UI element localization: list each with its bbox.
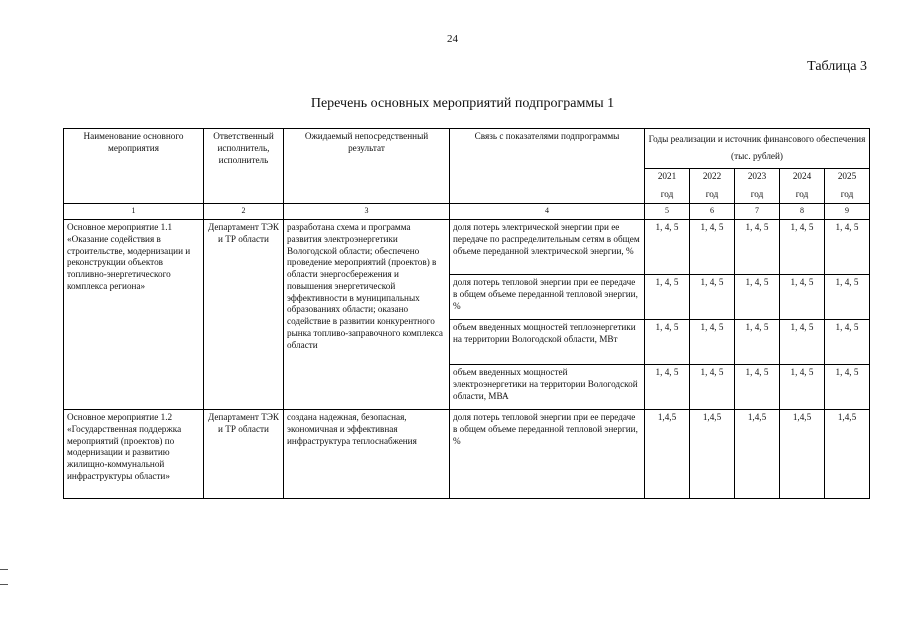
header-row [64, 129, 870, 169]
column-number: 6 [690, 204, 735, 220]
indicator-value: 1, 4, 5 [825, 220, 870, 275]
header-result: Ожидаемый непосредственный результат [284, 129, 450, 204]
indicator-value: 1, 4, 5 [825, 320, 870, 365]
table-row [64, 410, 870, 499]
column-number: 4 [450, 204, 645, 220]
indicator-value: 1, 4, 5 [645, 320, 690, 365]
header-year: 2024 год [780, 168, 825, 203]
indicator-value: 1, 4, 5 [690, 365, 735, 410]
header-name: Наименование основного мероприятия [64, 129, 204, 204]
header-indicators: Связь с показателями подпрограммы [450, 129, 645, 204]
header-year: 2022 год [690, 168, 735, 203]
indicator-text: доля потерь тепловой энергии при ее передаче в общем объеме переданной тепловой энергии, % [450, 275, 645, 320]
page-number: 24 [447, 33, 458, 45]
indicator-value: 1, 4, 5 [735, 220, 780, 275]
indicator-value: 1, 4, 5 [735, 275, 780, 320]
indicator-text: доля потерь электрической энергии при ее передаче по распределительным сетям в общем объеме переданной электрической энергии, % [450, 220, 645, 275]
header-year: 2023 год [735, 168, 780, 203]
column-number: 5 [645, 204, 690, 220]
indicator-value: 1, 4, 5 [780, 275, 825, 320]
measure-name: Основное мероприятие 1.1 «Оказание содействия в строительстве, модернизации и реконструкции объектов топливно-энергетического комплекса региона» [64, 220, 204, 410]
measures-table [63, 128, 870, 499]
indicator-text: объем введенных мощностей электроэнергетики на территории Вологодской области, МВА [450, 365, 645, 410]
header-years-group: Годы реализации и источник финансового обеспечения (тыс. рублей) [645, 129, 870, 169]
indicator-value: 1, 4, 5 [645, 220, 690, 275]
column-number: 9 [825, 204, 870, 220]
indicator-value: 1, 4, 5 [780, 320, 825, 365]
indicator-value: 1, 4, 5 [690, 320, 735, 365]
column-number: 3 [284, 204, 450, 220]
indicator-value: 1,4,5 [690, 410, 735, 499]
indicator-value: 1,4,5 [825, 410, 870, 499]
indicator-value: 1,4,5 [780, 410, 825, 499]
table-label: Таблица 3 [807, 59, 867, 74]
column-number-row [64, 204, 870, 220]
measure-result: разработана схема и программа развития электроэнергетики Вологодской области; обеспечено проведение мероприятий (проектов) в области энергосбережения и повышения энергетической эффективности в муниципальных образованиях области; оказано содействие в развитии конкурентного рынка топливо-заправочного комплекса области [284, 220, 450, 410]
measure-executor: Департамент ТЭК и ТР области [204, 220, 284, 410]
indicator-value: 1,4,5 [645, 410, 690, 499]
header-year: 2021 год [645, 168, 690, 203]
column-number: 7 [735, 204, 780, 220]
header-year: 2025 год [825, 168, 870, 203]
indicator-value: 1, 4, 5 [825, 365, 870, 410]
indicator-value: 1, 4, 5 [735, 320, 780, 365]
scan-margin-mark [0, 569, 8, 570]
table-row [64, 220, 870, 275]
measure-name: Основное мероприятие 1.2 «Государственная поддержка мероприятий (проектов) по модернизации и развитию жилищно-коммунальной инфраструктуры области» [64, 410, 204, 499]
indicator-text: объем введенных мощностей теплоэнергетики на территории Вологодской области, МВт [450, 320, 645, 365]
measure-executor: Департамент ТЭК и ТР области [204, 410, 284, 499]
indicator-value: 1, 4, 5 [735, 365, 780, 410]
scan-margin-mark [0, 584, 8, 585]
indicator-value: 1, 4, 5 [645, 275, 690, 320]
indicator-value: 1, 4, 5 [690, 220, 735, 275]
column-number: 2 [204, 204, 284, 220]
indicator-value: 1, 4, 5 [780, 365, 825, 410]
column-number: 1 [64, 204, 204, 220]
indicator-value: 1,4,5 [735, 410, 780, 499]
measure-result: создана надежная, безопасная, экономичная и эффективная инфраструктура теплоснабжения [284, 410, 450, 499]
indicator-value: 1, 4, 5 [825, 275, 870, 320]
indicator-value: 1, 4, 5 [645, 365, 690, 410]
indicator-value: 1, 4, 5 [780, 220, 825, 275]
header-executor: Ответственный исполнитель, исполнитель [204, 129, 284, 204]
indicator-text: доля потерь тепловой энергии при ее передаче в общем объеме переданной тепловой энергии, % [450, 410, 645, 499]
column-number: 8 [780, 204, 825, 220]
document-title: Перечень основных мероприятий подпрограммы 1 [310, 96, 615, 111]
indicator-value: 1, 4, 5 [690, 275, 735, 320]
